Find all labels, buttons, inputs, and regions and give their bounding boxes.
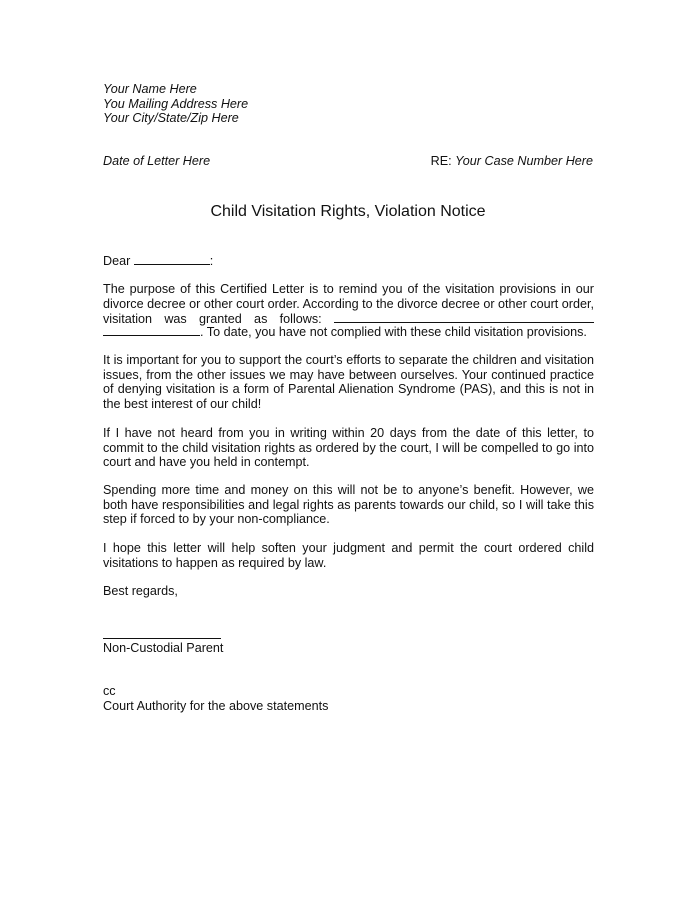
- signature-line: [103, 638, 221, 639]
- paragraph-1-continued: [103, 324, 594, 340]
- paragraph-3: If I have not heard from you in writing within 20 days from the date of this letter, to commit to the child visitation rights as ordered by the court, I will be compelled to go into court and have you held in contempt.: [103, 426, 594, 469]
- paragraph-5: I hope this letter will help soften your judgment and permit the court ordered child visitations to happen as required by law.: [103, 541, 594, 570]
- re-label: RE:: [430, 154, 452, 168]
- salutation: [103, 253, 213, 269]
- cc-recipient: Court Authority for the above statements: [103, 699, 329, 713]
- visitation-terms-blank-1: [334, 311, 594, 323]
- paragraph-2: It is important for you to support the court’s efforts to separate the children and visitation issues, from the other issues we may have between ourselves. Your continued practice of denying visitation is a form of Parental Alienation Syndrome (PAS), and this is not in the best interest of our child!: [103, 353, 594, 411]
- case-number: Your Case Number Here: [455, 154, 593, 168]
- visitation-terms-blank-2: [103, 324, 200, 336]
- sender-address: You Mailing Address Here: [103, 97, 249, 111]
- recipient-name-blank: [134, 253, 210, 265]
- sender-city-state-zip: Your City/State/Zip Here: [103, 111, 239, 125]
- salutation-prefix: Dear: [103, 254, 131, 268]
- salutation-suffix: :: [209, 254, 214, 268]
- paragraph-4: Spending more time and money on this will not be to anyone’s benefit. However, we both have responsibilities and legal rights as parents towards our child, so I will take this step if forced to by your non-compliance.: [103, 483, 594, 526]
- letter-date: Date of Letter Here: [103, 154, 211, 168]
- signature-role: Non-Custodial Parent: [103, 641, 224, 655]
- closing: Best regards,: [103, 584, 178, 598]
- case-reference: [431, 154, 593, 169]
- paragraph-1-tail: . To date, you have not complied with these child visitation provisions.: [200, 325, 587, 339]
- sender-name: Your Name Here: [103, 82, 197, 96]
- cc-label: cc: [103, 684, 116, 698]
- letter-title: Child Visitation Rights, Violation Notice: [210, 203, 486, 220]
- paragraph-1-text: The purpose of this Certified Letter is to remind you of the visitation provisions in our divorce decree or other court order. According to the divorce decree or other court order, visitation was granted as follows:: [103, 282, 594, 326]
- paragraph-1: [103, 282, 594, 327]
